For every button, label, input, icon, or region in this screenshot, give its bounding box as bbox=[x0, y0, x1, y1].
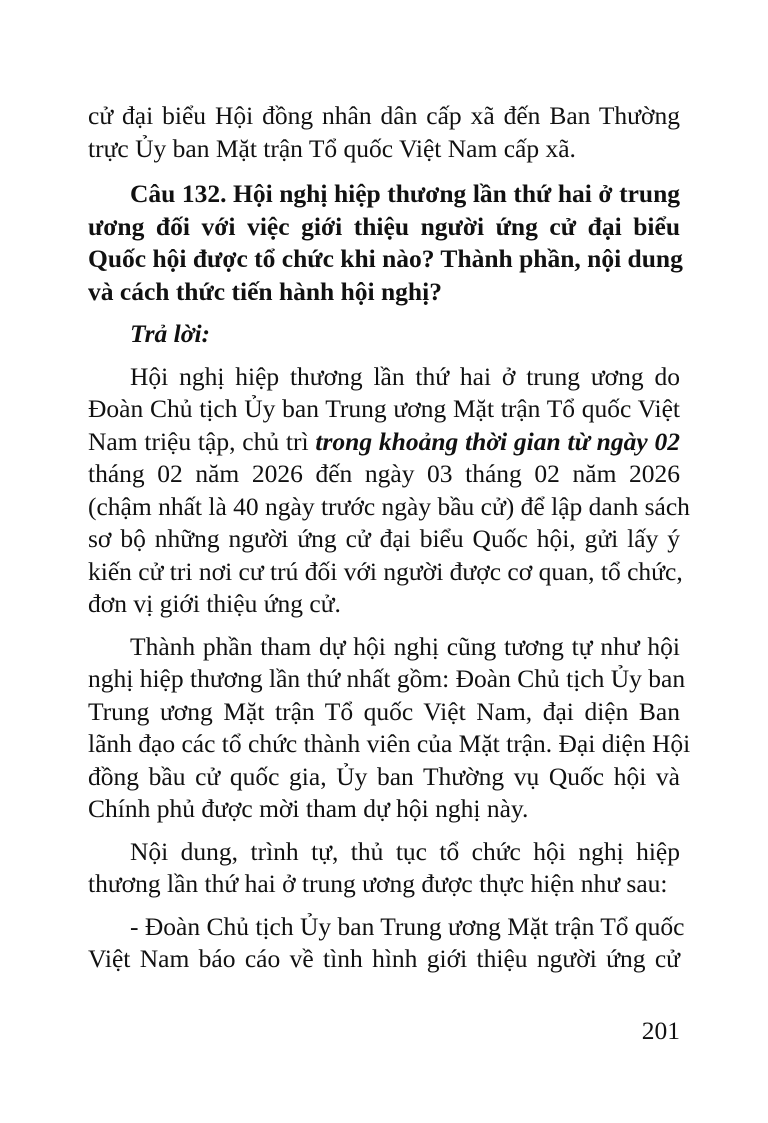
answer-label: Trả lời: bbox=[130, 319, 211, 348]
continuation-paragraph bbox=[88, 100, 680, 165]
text-line: sơ bộ những người ứng cử đại biểu Quốc hội, gửi lấy ý bbox=[88, 524, 680, 553]
text-line: Việt Nam báo cáo về tình hình giới thiệu người ứng cử bbox=[88, 944, 680, 973]
text-line-mixed bbox=[88, 426, 680, 459]
text-line: Hội nghị hiệp thương lần thứ hai ở trung ương do bbox=[130, 361, 680, 391]
answer-paragraph-2 bbox=[88, 631, 691, 826]
text-line: - Đoàn Chủ tịch Ủy ban Trung ương Mặt trận Tổ quốc bbox=[130, 911, 685, 941]
answer-paragraph-1 bbox=[88, 361, 690, 621]
question-line: ương đối với việc giới thiệu người ứng cử đại biểu bbox=[88, 211, 680, 241]
emphasized-date-range: trong khoảng thời gian từ ngày 02 bbox=[315, 426, 681, 456]
page-number: 201 bbox=[641, 1016, 680, 1045]
text-line: Đoàn Chủ tịch Ủy ban Trung ương Mặt trận Tổ quốc Việt bbox=[88, 394, 680, 423]
answer-paragraph-3 bbox=[88, 836, 680, 901]
question-line: Quốc hội được tổ chức khi nào? Thành phần, nội dung bbox=[88, 244, 683, 273]
text-line: cử đại biểu Hội đồng nhân dân cấp xã đến Ban Thường bbox=[88, 101, 680, 130]
text-line: (chậm nhất là 40 ngày trước ngày bầu cử) để lập danh sách bbox=[88, 491, 690, 521]
text-line: lãnh đạo các tổ chức thành viên của Mặt trận. Đại diện Hội bbox=[88, 729, 691, 758]
book-page bbox=[88, 100, 691, 976]
answer-list-item bbox=[88, 911, 685, 976]
text-line: nghị hiệp thương lần thứ nhất gồm: Đoàn Chủ tịch Ủy ban bbox=[88, 664, 686, 693]
text-line: Nội dung, trình tự, thủ tục tổ chức hội nghị hiệp bbox=[130, 836, 680, 866]
text-line: Trung ương Mặt trận Tổ quốc Việt Nam, đại diện Ban bbox=[88, 696, 680, 726]
text-line: trực Ủy ban Mặt trận Tổ quốc Việt Nam cấp xã. bbox=[88, 133, 576, 163]
text-line: Chính phủ được mời tham dự hội nghị này. bbox=[88, 794, 529, 823]
text-line: đồng bầu cử quốc gia, Ủy ban Thường vụ Quốc hội và bbox=[88, 761, 680, 791]
answer-label-block bbox=[88, 318, 680, 351]
question-line: Câu 132. Hội nghị hiệp thương lần thứ hai ở trung bbox=[130, 179, 680, 208]
text-line: Thành phần tham dự hội nghị cũng tương tự như hội bbox=[130, 631, 680, 661]
emphasized-date-range: tháng 02 năm 2026 đến ngày 03 tháng 02 năm 2026 bbox=[88, 459, 680, 488]
text-line: thương lần thứ hai ở trung ương được thực hiện như sau: bbox=[88, 869, 668, 898]
text-line: kiến cử tri nơi cư trú đối với người được cơ quan, tổ chức, bbox=[88, 556, 683, 586]
text-line: đơn vị giới thiệu ứng cử. bbox=[88, 589, 341, 618]
plain-text: Nam triệu tập, chủ trì bbox=[88, 426, 316, 456]
question-heading bbox=[88, 178, 683, 308]
question-line: và cách thức tiến hành hội nghị? bbox=[88, 276, 442, 306]
